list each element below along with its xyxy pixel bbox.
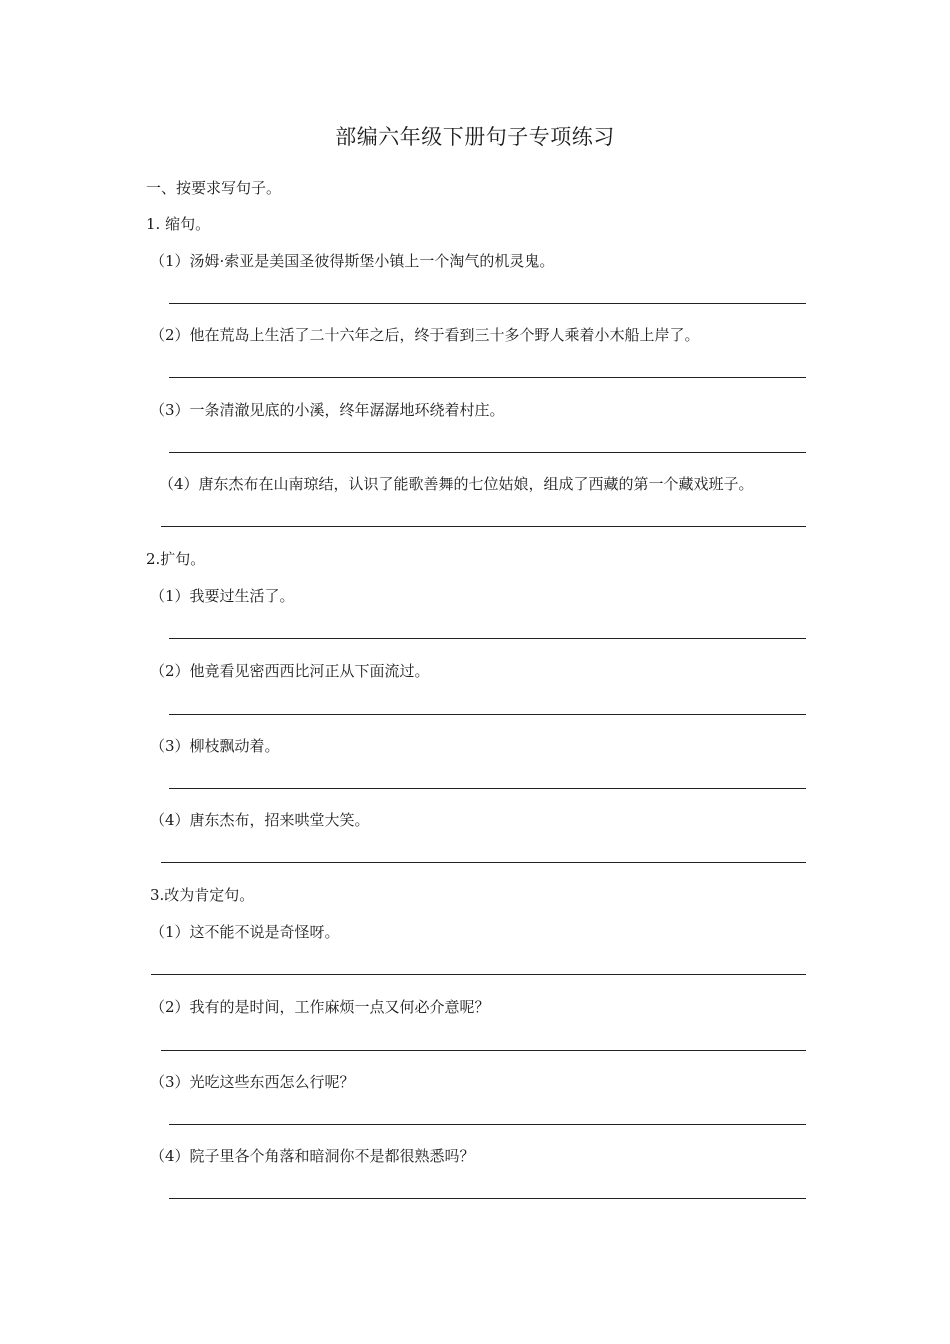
question-item: （1）这不能不说是奇怪呀。 — [150, 923, 340, 941]
answer-line[interactable] — [161, 1050, 806, 1051]
answer-line[interactable] — [161, 526, 806, 527]
question-item: （4）唐东杰布，招来哄堂大笑。 — [150, 811, 370, 829]
question-item: （2）他在荒岛上生活了二十六年之后，终于看到三十多个野人乘着小木船上岸了。 — [150, 326, 700, 344]
question-item: （4）唐东杰布在山南琼结，认识了能歌善舞的七位姑娘，组成了西藏的第一个藏戏班子。 — [159, 475, 754, 493]
answer-line[interactable] — [169, 1198, 806, 1199]
section-heading-shorten: 1. 缩句。 — [146, 215, 211, 233]
page-title: 部编六年级下册句子专项练习 — [335, 125, 615, 149]
answer-line[interactable] — [169, 788, 806, 789]
section-heading-expand: 2.扩句。 — [146, 550, 206, 568]
answer-line[interactable] — [151, 974, 806, 975]
question-item: （2）他竟看见密西西比河正从下面流过。 — [150, 662, 430, 680]
question-item: （1）我要过生活了。 — [150, 587, 295, 605]
answer-line[interactable] — [161, 862, 806, 863]
question-item: （1）汤姆·索亚是美国圣彼得斯堡小镇上一个淘气的机灵鬼。 — [150, 252, 555, 270]
section-heading-affirmative: 3.改为肯定句。 — [150, 886, 255, 904]
answer-line[interactable] — [169, 1124, 806, 1125]
question-item: （3）光吃这些东西怎么行呢？ — [150, 1073, 355, 1091]
question-item: （3）柳枝飘动着。 — [150, 737, 280, 755]
answer-line[interactable] — [169, 638, 806, 639]
question-item: （4）院子里各个角落和暗洞你不是都很熟悉吗？ — [150, 1147, 475, 1165]
question-item: （2）我有的是时间，工作麻烦一点又何必介意呢？ — [150, 998, 490, 1016]
answer-line[interactable] — [169, 452, 806, 453]
answer-line[interactable] — [169, 303, 806, 304]
answer-line[interactable] — [169, 377, 806, 378]
answer-line[interactable] — [169, 714, 806, 715]
part-heading: 一、按要求写句子。 — [146, 179, 282, 197]
question-item: （3）一条清澈见底的小溪，终年潺潺地环绕着村庄。 — [150, 401, 505, 419]
